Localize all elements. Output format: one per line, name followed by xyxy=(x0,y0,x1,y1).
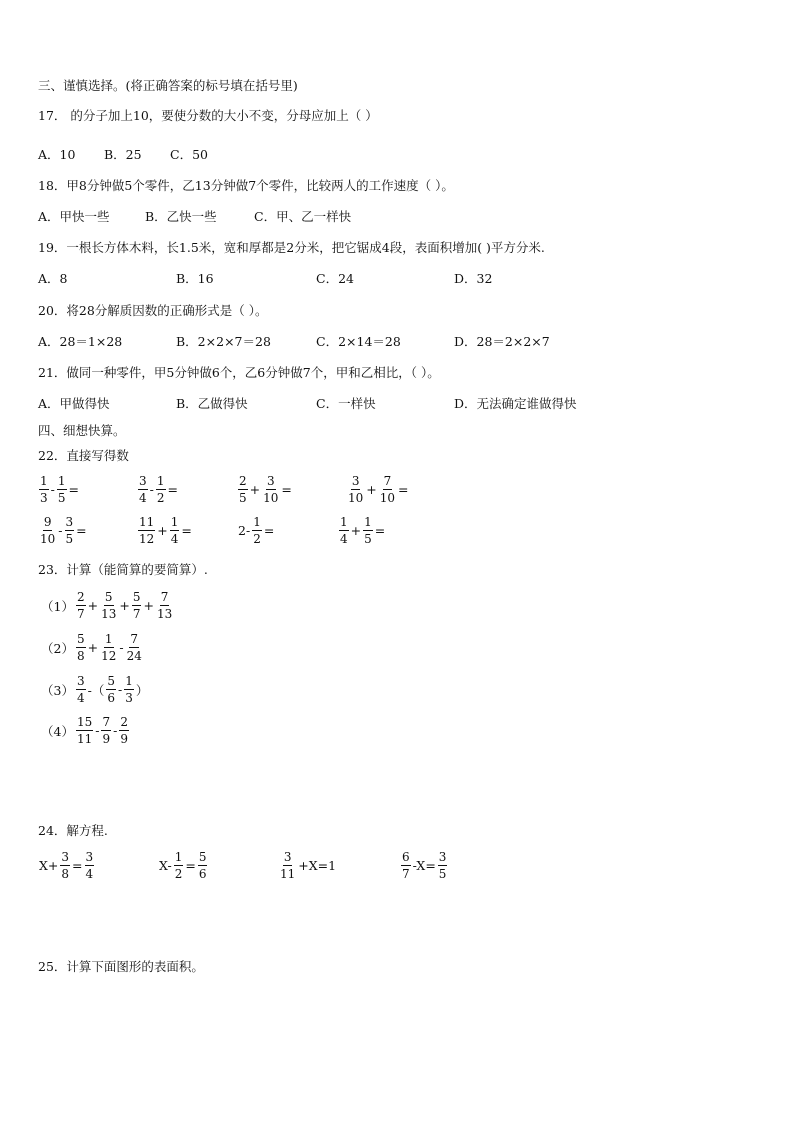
fraction: $\frac{3}{10}$ xyxy=(263,474,279,505)
fraction: $\frac{2}{5}$ xyxy=(239,474,247,505)
q19-option-d: D．32 xyxy=(454,271,493,286)
fraction: $\frac{5}{13}$ xyxy=(101,590,117,621)
q22-expr: $\frac{2}{5}$ + $\frac{3}{10}$ = xyxy=(239,474,292,505)
fraction: $\frac{7}{10}$ xyxy=(379,474,396,505)
q19-option-a: A．8 xyxy=(38,271,68,286)
q17-option-a: A．10 xyxy=(38,147,76,162)
q21-option-a: A．甲做得快 xyxy=(38,396,110,411)
fraction: $\frac{2}{9}$ xyxy=(120,715,128,746)
fraction: $\frac{1}{2}$ xyxy=(174,850,183,881)
question-25-title: 25．计算下面图形的表面积。 xyxy=(38,959,204,974)
question-19-stem: 19．一根长方体木料，长1.5米，宽和厚都是2分米，把它锯成4段，表面积增加( )平方分米. xyxy=(38,240,545,255)
fraction: $\frac{5}{8}$ xyxy=(76,632,85,663)
q19-option-c: C．24 xyxy=(316,271,354,286)
q22-expr: 2- $\frac{1}{2}$ = xyxy=(238,515,275,546)
q21-option-c: C．一样快 xyxy=(316,396,376,411)
fraction: $\frac{1}{5}$ xyxy=(364,515,372,546)
fraction: $\frac{3}{10}$ xyxy=(348,474,364,505)
question-22-title: 22．直接写得数 xyxy=(38,448,129,463)
q23-item-4: （4） $\frac{15}{11}$ - $\frac{7}{9}$ - $\frac{2}{9}$ xyxy=(41,715,128,746)
q24-equation-3: $\frac{3}{11}$ +X=1 xyxy=(280,850,337,881)
fraction: $\frac{3}{8}$ xyxy=(61,850,70,881)
fraction: $\frac{7}{9}$ xyxy=(102,715,111,746)
q22-expr: $\frac{3}{4}$ - $\frac{1}{2}$ = xyxy=(139,474,178,505)
fraction: $\frac{5}{6}$ xyxy=(198,850,207,881)
fraction: $\frac{9}{10}$ xyxy=(40,515,56,546)
question-23-title: 23．计算（能简算的要简算）. xyxy=(38,562,208,577)
q18-option-c: C．甲、乙一样快 xyxy=(254,209,352,224)
fraction: $\frac{1}{4}$ xyxy=(170,515,179,546)
fraction: $\frac{3}{5}$ xyxy=(438,850,447,881)
q22-expr: $\frac{9}{10}$ - $\frac{3}{5}$ = xyxy=(40,515,87,546)
question-18-stem: 18．甲8分钟做5个零件，乙13分钟做7个零件，比较两人的工作速度（ ）。 xyxy=(38,178,454,193)
fraction: $\frac{6}{7}$ xyxy=(402,850,410,881)
fraction: $\frac{7}{13}$ xyxy=(156,590,173,621)
fraction: $\frac{5}{6}$ xyxy=(107,674,115,705)
q17-option-c: C．50 xyxy=(170,147,208,162)
q24-equation-1: X+ $\frac{3}{8}$ = $\frac{3}{4}$ xyxy=(39,850,94,881)
q22-expr: $\frac{11}{12}$ + $\frac{1}{4}$ = xyxy=(139,515,192,546)
fraction: $\frac{1}{3}$ xyxy=(125,674,133,705)
q24-equation-4: $\frac{6}{7}$ -X= $\frac{3}{5}$ xyxy=(402,850,447,881)
q20-option-d: D．28＝2×2×7 xyxy=(454,334,550,349)
fraction: $\frac{2}{7}$ xyxy=(76,590,85,621)
question-24-title: 24．解方程. xyxy=(38,823,108,838)
q19-option-b: B．16 xyxy=(176,271,214,286)
fraction: $\frac{3}{4}$ xyxy=(139,474,147,505)
q20-option-a: A．28＝1×28 xyxy=(38,334,123,349)
fraction: $\frac{1}{4}$ xyxy=(340,515,348,546)
fraction: $\frac{1}{3}$ xyxy=(40,474,48,505)
q17-option-b: B．25 xyxy=(104,147,142,162)
q24-equation-2: X- $\frac{1}{2}$ = $\frac{5}{6}$ xyxy=(159,850,207,881)
question-20-stem: 20．将28分解质因数的正确形式是（ ）。 xyxy=(38,303,268,318)
fraction: $\frac{3}{11}$ xyxy=(280,850,296,881)
q23-item-3: （3） $\frac{3}{4}$ -（ $\frac{5}{6}$ - $\frac{1}{3}$ ） xyxy=(41,674,149,705)
question-21-stem: 21．做同一种零件，甲5分钟做6个，乙6分钟做7个，甲和乙相比，（ ）。 xyxy=(38,365,440,380)
q23-item-1: （1） $\frac{2}{7}$ + $\frac{5}{13}$ + $\frac{5}{7}$ + $\frac{7}{13}$ xyxy=(41,590,173,621)
fraction: $\frac{5}{7}$ xyxy=(132,590,141,621)
fraction: $\frac{1}{2}$ xyxy=(156,474,165,505)
fraction: $\frac{1}{2}$ xyxy=(253,515,261,546)
q20-option-b: B．2×2×7＝28 xyxy=(176,334,271,349)
fraction: $\frac{15}{11}$ xyxy=(76,715,93,746)
question-17-stem: 17． 的分子加上10，要使分数的大小不变，分母应加上（ ） xyxy=(38,108,378,123)
q23-item-2: （2） $\frac{5}{8}$ + $\frac{1}{12}$ - $\frac{7}{24}$ xyxy=(41,632,142,663)
q22-expr: $\frac{1}{3}$ - $\frac{1}{5}$ = xyxy=(40,474,79,505)
q18-option-a: A．甲快一些 xyxy=(38,209,110,224)
fraction: $\frac{11}{12}$ xyxy=(139,515,155,546)
fraction: $\frac{3}{4}$ xyxy=(85,850,94,881)
q22-expr: $\frac{3}{10}$ + $\frac{7}{10}$ = xyxy=(348,474,409,505)
q22-expr: $\frac{1}{4}$ + $\frac{1}{5}$ = xyxy=(340,515,386,546)
fraction: $\frac{1}{5}$ xyxy=(57,474,66,505)
q20-option-c: C．2×14＝28 xyxy=(316,334,401,349)
fraction: $\frac{3}{5}$ xyxy=(65,515,74,546)
q21-option-d: D．无法确定谁做得快 xyxy=(454,396,577,411)
section-4-heading: 四、细想快算。 xyxy=(38,423,126,438)
fraction: $\frac{1}{12}$ xyxy=(101,632,117,663)
q21-option-b: B．乙做得快 xyxy=(176,396,248,411)
q18-option-b: B．乙快一些 xyxy=(145,209,217,224)
fraction: $\frac{3}{4}$ xyxy=(76,674,85,705)
fraction: $\frac{7}{24}$ xyxy=(126,632,142,663)
section-3-heading: 三、谨慎选择。(将正确答案的标号填在括号里) xyxy=(38,78,298,93)
